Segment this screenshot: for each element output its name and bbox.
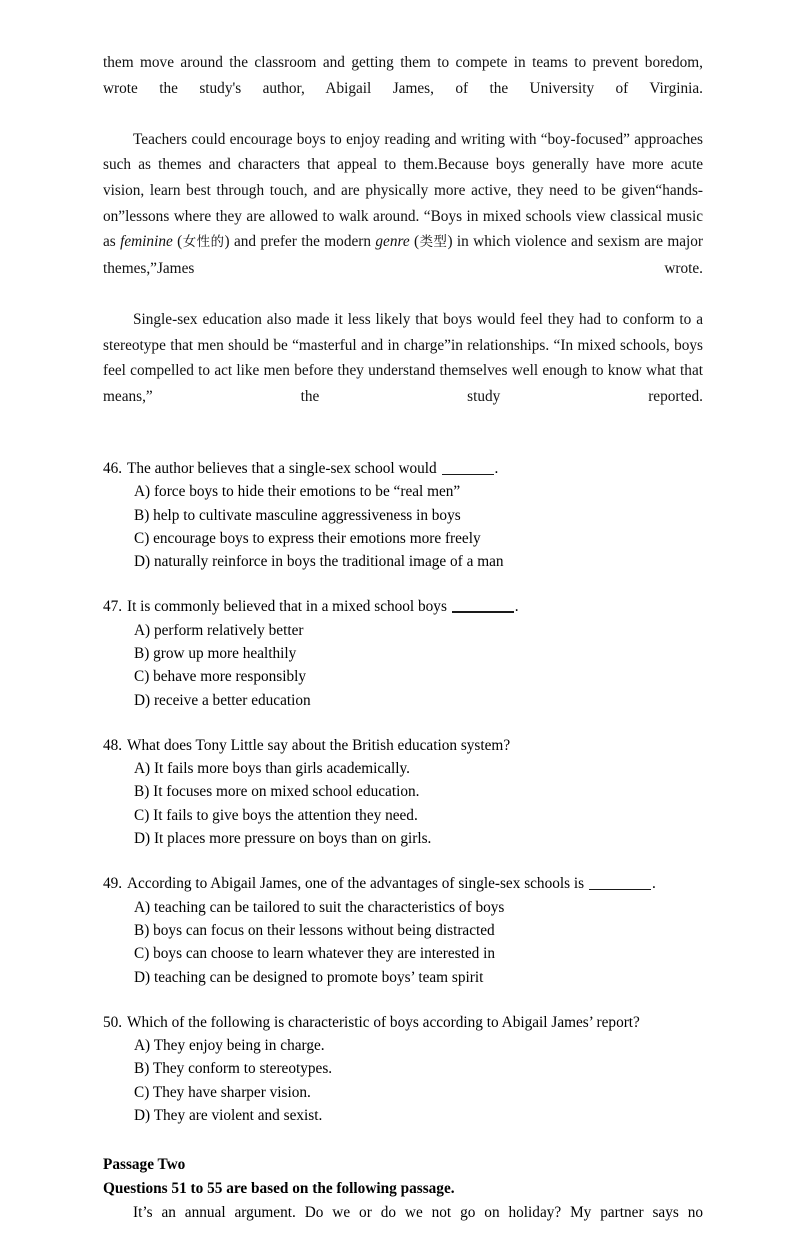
question-46-option-b[interactable]: B) help to cultivate masculine aggressiveness in boys (134, 506, 461, 524)
question-47-number: 47. (103, 598, 123, 616)
question-47-stem-tail: . (514, 598, 519, 616)
question-47-option-b[interactable]: B) grow up more healthily (134, 644, 297, 662)
passage-paragraph-1: them move around the classroom and getting them to compete in teams to prevent boredom, wrote the study's author, Abigail James, of the University of Virginia. (103, 54, 703, 97)
question-46-number: 46. (103, 459, 123, 477)
question-49-blank[interactable] (589, 889, 651, 890)
question-47 (103, 595, 703, 711)
question-46-option-c[interactable]: C) encourage boys to express their emotions more freely (134, 529, 481, 547)
question-50-stem-text: Which of the following is characteristic of boys according to Abigail James’ report? (127, 1013, 640, 1031)
passage-paragraph-3: Single-sex education also made it less likely that boys would feel they had to conform to a stereotype that men should be “masterful and in charge”in relationships. “In mixed schools, boys feel compelled to act like men before they understand themselves well enough to know what that means,” the study reported. (103, 310, 703, 405)
paragraph-2-part-9: ) in which violence and sexism are major themes,”James wrote. (103, 233, 704, 277)
question-49-stem-tail: . (651, 875, 656, 893)
question-46-option-d[interactable]: D) naturally reinforce in boys the traditional image of a man (134, 553, 504, 571)
passage-one-continuation (103, 50, 703, 435)
question-46-stem-text: The author believes that a single-sex school would (127, 459, 441, 477)
question-46-option-a[interactable]: A) force boys to hide their emotions to be “real men” (134, 483, 461, 501)
question-50-stem (103, 1011, 703, 1034)
question-49-stem (103, 872, 703, 895)
italic-term-feminine: feminine (120, 233, 173, 251)
question-49-number: 49. (103, 875, 123, 893)
question-48-option-a[interactable]: A) It fails more boys than girls academically. (134, 760, 410, 778)
passage-two-title: Passage Two (103, 1156, 186, 1174)
question-48-option-d[interactable]: D) It places more pressure on boys than on girls. (134, 830, 432, 848)
question-48-option-c[interactable]: C) It fails to give boys the attention they need. (134, 806, 418, 824)
passage-two-first-line: It’s an annual argument. Do we or do we not go on holiday? My partner says no (133, 1204, 703, 1222)
question-46-stem-tail: . (494, 459, 499, 477)
question-47-stem-text: It is commonly believed that in a mixed school boys (127, 598, 451, 616)
question-49 (103, 872, 703, 988)
question-47-option-a[interactable]: A) perform relatively better (134, 621, 304, 639)
passage-two-subtitle: Questions 51 to 55 are based on the following passage. (103, 1179, 455, 1197)
question-48-option-b[interactable]: B) It focuses more on mixed school education. (134, 783, 420, 801)
italic-term-genre: genre (375, 233, 410, 251)
passage-two-heading (103, 1153, 703, 1200)
page-content (103, 50, 703, 1252)
question-49-option-b[interactable]: B) boys can focus on their lessons without being distracted (134, 921, 495, 939)
paragraph-2-part-3: ( (172, 233, 183, 251)
question-46 (103, 457, 703, 573)
question-50-number: 50. (103, 1013, 123, 1031)
question-49-option-c[interactable]: C) boys can choose to learn whatever they are interested in (134, 945, 496, 963)
chinese-gloss-feminine: 女性的 (182, 235, 225, 251)
question-50-option-d[interactable]: D) They are violent and sexist. (134, 1107, 323, 1125)
paragraph-2-part-7: ( (409, 233, 420, 251)
passage-paragraph-2 (103, 127, 703, 307)
question-47-blank[interactable] (452, 611, 514, 613)
question-48-stem-text: What does Tony Little say about the British education system? (127, 736, 511, 754)
question-47-option-c[interactable]: C) behave more responsibly (134, 668, 307, 686)
question-46-blank[interactable] (442, 474, 494, 475)
question-47-stem (103, 595, 703, 618)
question-48 (103, 734, 703, 850)
question-48-stem (103, 734, 703, 757)
question-50 (103, 1011, 703, 1127)
question-47-option-d[interactable]: D) receive a better education (134, 691, 311, 709)
question-49-option-d[interactable]: D) teaching can be designed to promote boys’ team spirit (134, 968, 484, 986)
question-49-stem-text: According to Abigail James, one of the advantages of single-sex schools is (127, 875, 588, 893)
question-49-option-a[interactable]: A) teaching can be tailored to suit the characteristics of boys (134, 898, 505, 916)
question-50-option-c[interactable]: C) They have sharper vision. (134, 1083, 311, 1101)
paragraph-2-part-5: ) and prefer the modern (224, 233, 376, 251)
question-48-number: 48. (103, 736, 123, 754)
question-50-option-a[interactable]: A) They enjoy being in charge. (134, 1037, 325, 1055)
question-46-stem (103, 457, 703, 480)
question-50-option-b[interactable]: B) They conform to stereotypes. (134, 1060, 333, 1078)
chinese-gloss-genre: 类型 (419, 235, 448, 251)
paragraph-2-part-1: Teachers could encourage boys to enjoy reading and writing with “boy-focused” approaches such as themes and characters that appeal to them.Because boys generally have more acute vision, learn best through touch, and are physically more active, they need to be given“hands-on”lessons where they are allowed to walk around. “Boys in mixed schools view classical music as (103, 130, 703, 251)
